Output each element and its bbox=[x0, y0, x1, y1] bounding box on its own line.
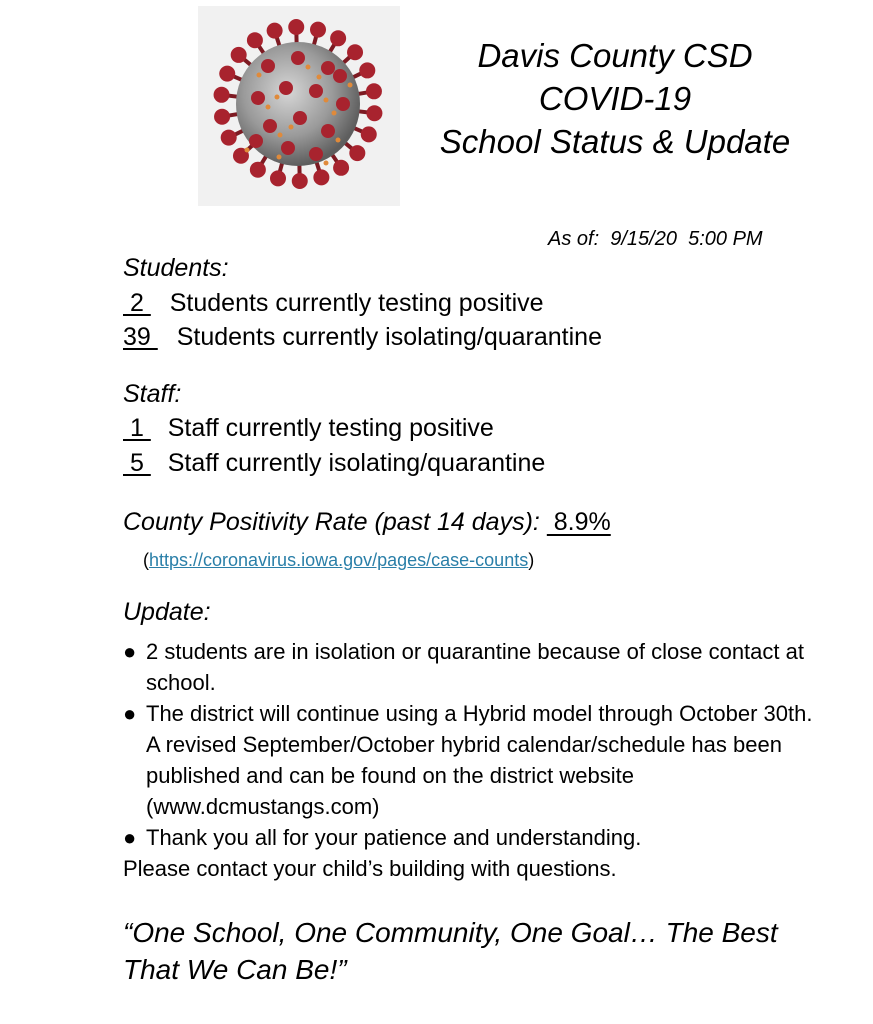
virus-surface-spike bbox=[309, 84, 323, 98]
coronavirus-illustration bbox=[198, 6, 400, 206]
virus-surface-dot bbox=[306, 65, 311, 70]
students-quarantine-count: 39 bbox=[123, 323, 158, 351]
virus-spike bbox=[288, 19, 304, 35]
coronavirus-image bbox=[198, 6, 400, 206]
virus-spike bbox=[214, 87, 230, 103]
district-motto: “One School, One Community, One Goal… The Best That We Can Be!” bbox=[123, 917, 778, 985]
update-heading: Update: bbox=[123, 598, 211, 626]
virus-surface-dot bbox=[324, 98, 329, 103]
staff-positive-row bbox=[123, 414, 494, 443]
source-open-paren: ( bbox=[143, 550, 149, 570]
virus-surface-dot bbox=[266, 105, 271, 110]
students-positive-row bbox=[123, 289, 544, 318]
virus-spike bbox=[231, 47, 247, 63]
virus-spike bbox=[366, 83, 382, 99]
virus-surface-spike bbox=[336, 97, 350, 111]
virus-spike bbox=[270, 170, 286, 186]
virus-spike bbox=[313, 169, 329, 185]
virus-surface-dot bbox=[324, 161, 329, 166]
staff-quarantine-label: Staff currently isolating/quarantine bbox=[167, 449, 546, 477]
page-title bbox=[410, 34, 820, 163]
students-quarantine-label: Students currently isolating/quarantine bbox=[176, 323, 602, 351]
title-line-covid: COVID-19 bbox=[538, 80, 692, 117]
bullet-icon: ● bbox=[123, 701, 137, 726]
list-item bbox=[123, 698, 823, 822]
title-line-status: School Status & Update bbox=[439, 123, 791, 160]
virus-surface-spike bbox=[249, 134, 263, 148]
staff-heading: Staff: bbox=[123, 380, 182, 408]
staff-positive-count: 1 bbox=[123, 414, 151, 442]
virus-surface-dot bbox=[257, 73, 262, 78]
staff-quarantine-count: 5 bbox=[123, 449, 151, 477]
virus-spike bbox=[267, 23, 283, 39]
update-bullet-text: Thank you all for your patience and understanding. bbox=[146, 825, 642, 850]
virus-surface-dot bbox=[277, 155, 282, 160]
virus-surface-dot bbox=[245, 148, 250, 153]
virus-spike bbox=[292, 173, 308, 189]
students-positive-label: Students currently testing positive bbox=[169, 289, 544, 317]
virus-surface-spike bbox=[333, 69, 347, 83]
virus-spike bbox=[250, 162, 266, 178]
virus-spike bbox=[349, 145, 365, 161]
students-quarantine-row bbox=[123, 323, 602, 352]
virus-surface-spike bbox=[281, 141, 295, 155]
virus-spike bbox=[361, 126, 377, 142]
virus-spike bbox=[219, 66, 235, 82]
positivity-value: 8.9% bbox=[546, 508, 611, 536]
virus-surface-spike bbox=[293, 111, 307, 125]
staff-positive-label: Staff currently testing positive bbox=[167, 414, 494, 442]
virus-surface-dot bbox=[275, 95, 280, 100]
source-close-paren: ) bbox=[528, 550, 535, 570]
virus-surface-spike bbox=[251, 91, 265, 105]
virus-surface-spike bbox=[261, 59, 275, 73]
bullet-icon: ● bbox=[123, 639, 137, 664]
update-bullet-text: The district will continue using a Hybrid model through October 30th. A revised September/October hybrid calendar/schedule has been published and can be found on the district website (www.dcmustangs.com) bbox=[146, 701, 813, 819]
virus-surface-spike bbox=[279, 81, 293, 95]
staff-quarantine-row bbox=[123, 449, 545, 478]
virus-surface-spike bbox=[321, 61, 335, 75]
county-positivity-rate bbox=[123, 508, 611, 537]
title-line-district: Davis County CSD bbox=[477, 37, 753, 74]
list-item bbox=[123, 636, 823, 698]
update-bullet-text: 2 students are in isolation or quarantine because of close contact at school. bbox=[146, 639, 804, 695]
update-list bbox=[123, 636, 823, 884]
positivity-source bbox=[143, 550, 534, 571]
virus-surface-dot bbox=[348, 83, 353, 88]
virus-surface-dot bbox=[278, 133, 283, 138]
virus-surface-spike bbox=[321, 124, 335, 138]
virus-surface-dot bbox=[336, 138, 341, 143]
closing-note: Please contact your child’s building with questions. bbox=[123, 856, 617, 881]
virus-spike bbox=[359, 62, 375, 78]
virus-surface-spike bbox=[291, 51, 305, 65]
virus-spike bbox=[214, 109, 230, 125]
virus-spike bbox=[247, 32, 263, 48]
bullet-icon: ● bbox=[123, 825, 137, 850]
virus-spike bbox=[366, 105, 382, 121]
virus-spike bbox=[333, 160, 349, 176]
virus-surface-spike bbox=[309, 147, 323, 161]
virus-surface-dot bbox=[332, 111, 337, 116]
virus-surface-spike bbox=[263, 119, 277, 133]
virus-spike bbox=[310, 22, 326, 38]
case-counts-link[interactable]: https://coronavirus.iowa.gov/pages/case-counts bbox=[149, 550, 529, 570]
positivity-label: County Positivity Rate (past 14 days): bbox=[123, 508, 540, 536]
virus-spike bbox=[330, 30, 346, 46]
list-item bbox=[123, 822, 823, 853]
students-positive-count: 2 bbox=[123, 289, 151, 317]
virus-surface-dot bbox=[289, 125, 294, 130]
students-heading: Students: bbox=[123, 254, 229, 282]
as-of-timestamp: As of: 9/15/20 5:00 PM bbox=[548, 228, 763, 250]
virus-spike bbox=[221, 130, 237, 146]
virus-surface-dot bbox=[317, 75, 322, 80]
virus-spike bbox=[347, 44, 363, 60]
